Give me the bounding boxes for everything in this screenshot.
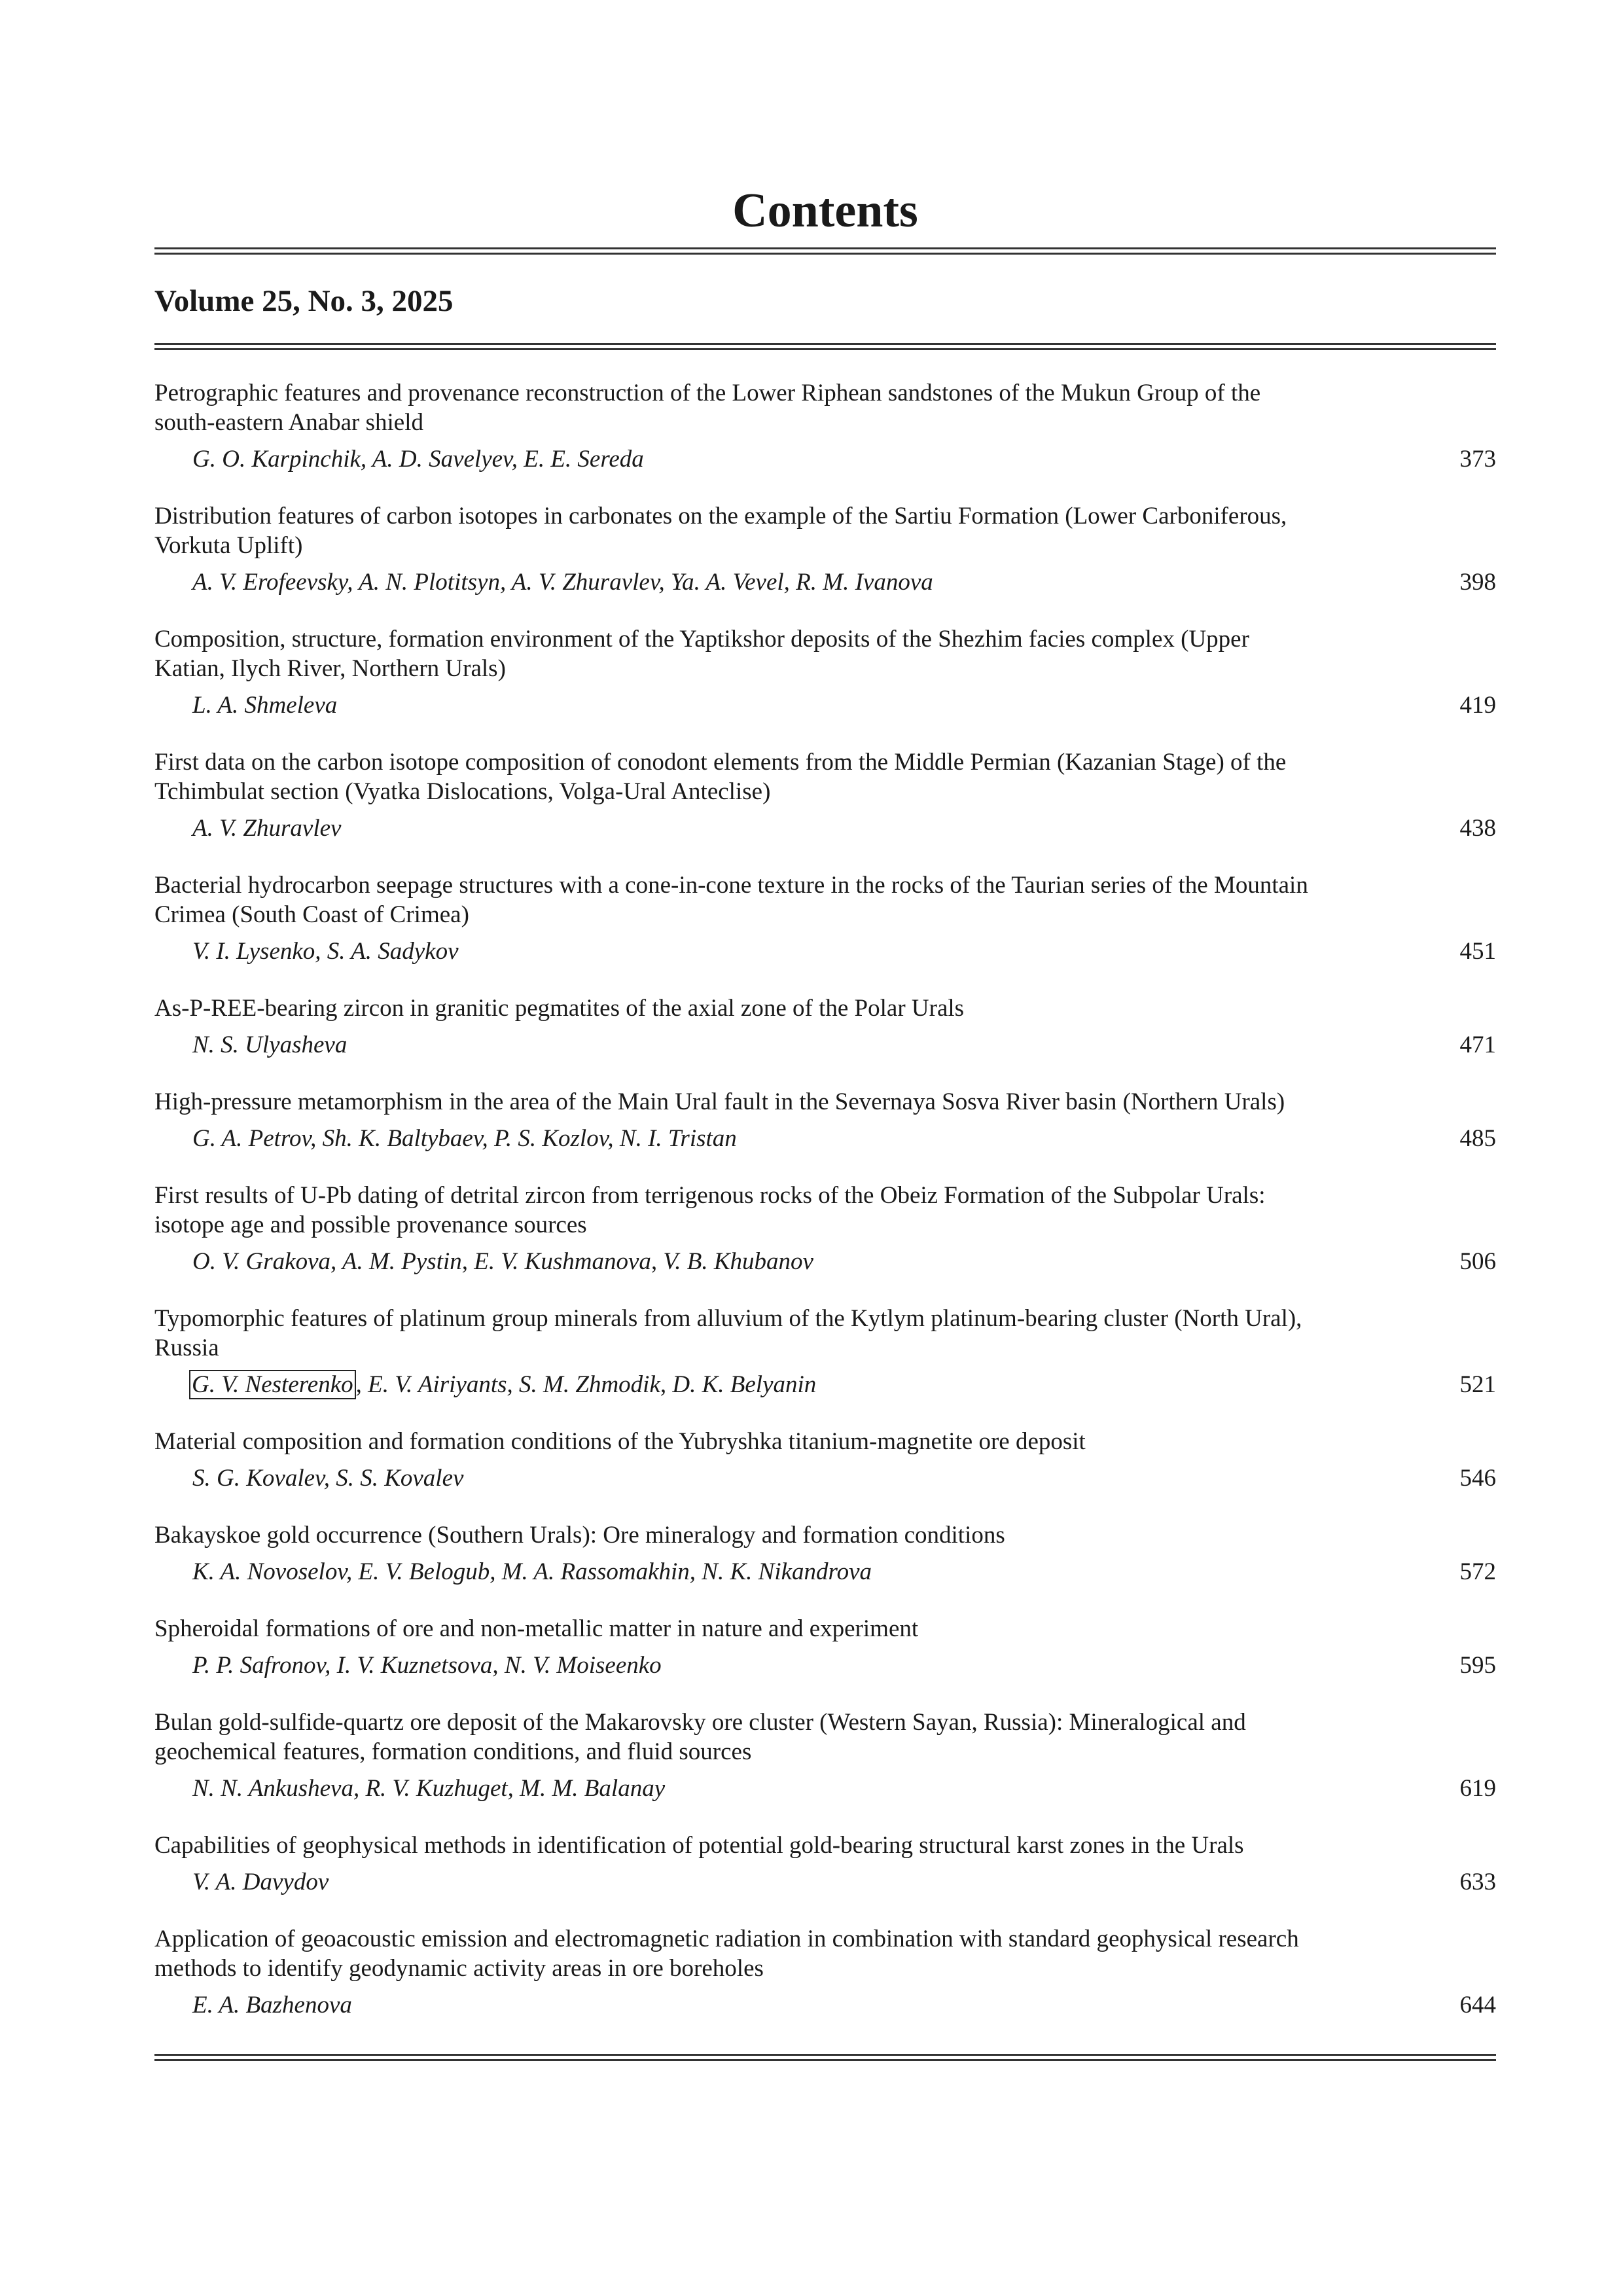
title-rule-bottom (154, 253, 1496, 255)
article-title[interactable]: Bakayskoe gold occurrence (Southern Urals): Ore mineralogy and formation conditions (154, 1522, 1005, 1549)
entry-meta (154, 1651, 1496, 1680)
footer-rule-top (154, 2054, 1496, 2056)
volume-rule-bottom (154, 348, 1496, 350)
contents-entry (154, 994, 1496, 1060)
entry-meta (154, 691, 1496, 720)
contents-entry (154, 1708, 1496, 1803)
article-authors-rest: , E. V. Airiyants, S. M. Zhmodik, D. K. Belyanin (355, 1371, 817, 1398)
contents-entry (154, 624, 1496, 720)
article-title[interactable]: Distribution features of carbon isotopes in carbonates on the example of the Sartiu Formation (Lower Carboniferous, Vorkuta Uplift) (154, 503, 1287, 559)
article-title[interactable]: First data on the carbon isotope composition of conodont elements from the Middle Permian (Kazanian Stage) of the Tchimbulat section (Vyatka Dislocations, Volga-Ural Anteclise) (154, 749, 1287, 805)
article-authors: K. A. Novoselov, E. V. Belogub, M. A. Rassomakhin, N. K. Nikandrova (192, 1558, 872, 1585)
volume-rule-top (154, 343, 1496, 345)
article-authors: A. V. Erofeevsky, A. N. Plotitsyn, A. V. Zhuravlev, Ya. A. Vevel, R. M. Ivanova (192, 569, 933, 596)
article-title[interactable]: Petrographic features and provenance reconstruction of the Lower Riphean sandstones of the Mukun Group of the south-eastern Anabar shield (154, 380, 1261, 436)
article-title[interactable]: Application of geoacoustic emission and electromagnetic radiation in combination with standard geophysical research methods to identify geodynamic activity areas in ore boreholes (154, 1926, 1299, 1982)
contents-entry (154, 1087, 1496, 1153)
entry-meta (154, 1867, 1496, 1897)
article-title[interactable]: Capabilities of geophysical methods in identification of potential gold-bearing structural karst zones in the Urals (154, 1832, 1244, 1859)
contents-entry (154, 1427, 1496, 1493)
article-title[interactable]: First results of U-Pb dating of detrital zircon from terrigenous rocks of the Obeiz Formation of the Subpolar Urals: isotope age and possible provenance sources (154, 1182, 1266, 1238)
page-number: 619 (1459, 1775, 1496, 1802)
title-rule-top (154, 247, 1496, 249)
article-authors: S. G. Kovalev, S. S. Kovalev (192, 1465, 464, 1492)
contents-entry (154, 1924, 1496, 2020)
page-number: 506 (1459, 1248, 1496, 1275)
contents-entry (154, 1304, 1496, 1399)
entry-meta (154, 1370, 1496, 1399)
article-title[interactable]: Spheroidal formations of ore and non-metallic matter in nature and experiment (154, 1615, 919, 1642)
entry-meta (154, 1557, 1496, 1587)
article-authors: G. O. Karpinchik, A. D. Savelyev, E. E. Sereda (192, 446, 644, 473)
page-number: 521 (1459, 1371, 1496, 1398)
entry-meta (154, 814, 1496, 843)
contents-entry (154, 378, 1496, 474)
entry-meta (154, 444, 1496, 474)
page-number: 633 (1459, 1869, 1496, 1895)
volume-heading: Volume 25, No. 3, 2025 (154, 284, 454, 318)
contents-entry (154, 747, 1496, 843)
page-number: 572 (1459, 1558, 1496, 1585)
contents-entry (154, 1181, 1496, 1276)
article-authors: O. V. Grakova, A. M. Pystin, E. V. Kushmanova, V. B. Khubanov (192, 1248, 813, 1275)
page-number: 438 (1459, 815, 1496, 842)
article-authors: V. I. Lysenko, S. A. Sadykov (192, 938, 459, 965)
entry-meta (154, 1247, 1496, 1276)
article-authors: L. A. Shmeleva (192, 692, 338, 719)
article-title[interactable]: As-P-REE-bearing zircon in granitic pegmatites of the axial zone of the Polar Urals (154, 995, 965, 1022)
article-title[interactable]: Composition, structure, formation environment of the Yaptikshor deposits of the Shezhim facies complex (Upper Katian, Ilych River, Northern Urals) (154, 626, 1249, 682)
footer-rule-bottom (154, 2059, 1496, 2061)
contents-entry (154, 870, 1496, 966)
contents-entry (154, 1614, 1496, 1680)
page-title: Contents (732, 184, 918, 238)
article-title[interactable]: Bulan gold-sulfide-quartz ore deposit of the Makarovsky ore cluster (Western Sayan, Russia): Mineralogical and geochemical features, formation conditions, and fluid sources (154, 1709, 1246, 1765)
page-number: 546 (1459, 1465, 1496, 1492)
page-number: 373 (1459, 446, 1496, 473)
article-authors: N. S. Ulyasheva (192, 1031, 348, 1058)
entry-meta (154, 1463, 1496, 1493)
entry-meta (154, 937, 1496, 966)
entry-meta (154, 1124, 1496, 1153)
article-authors: E. A. Bazhenova (192, 1992, 352, 2018)
page-number: 485 (1459, 1125, 1496, 1152)
article-title[interactable]: Typomorphic features of platinum group minerals from alluvium of the Kytlym platinum-bearing cluster (North Ural), Russia (154, 1305, 1302, 1361)
page-number: 595 (1459, 1652, 1496, 1679)
article-authors (192, 1370, 816, 1399)
page-number: 644 (1459, 1992, 1496, 2018)
entry-meta (154, 1774, 1496, 1803)
contents-entry (154, 1831, 1496, 1897)
contents-list (154, 378, 1496, 2047)
article-authors: A. V. Zhuravlev (192, 815, 342, 842)
article-authors: N. N. Ankusheva, R. V. Kuzhuget, M. M. Balanay (192, 1775, 666, 1802)
article-title[interactable]: Bacterial hydrocarbon seepage structures with a cone-in-cone texture in the rocks of the Taurian series of the Mountain Crimea (South Coast of Crimea) (154, 872, 1308, 928)
page-number: 451 (1459, 938, 1496, 965)
page-number: 419 (1459, 692, 1496, 719)
article-title[interactable]: Material composition and formation conditions of the Yubryshka titanium-magnetite ore deposit (154, 1428, 1086, 1455)
entry-meta (154, 567, 1496, 597)
article-title[interactable]: High-pressure metamorphism in the area of the Main Ural fault in the Severnaya Sosva River basin (Northern Urals) (154, 1088, 1285, 1115)
page-number: 398 (1459, 569, 1496, 596)
entry-meta (154, 1990, 1496, 2020)
article-authors: P. P. Safronov, I. V. Kuznetsova, N. V. Moiseenko (192, 1652, 662, 1679)
entry-meta (154, 1030, 1496, 1060)
boxed-author: G. V. Nesterenko (189, 1370, 356, 1399)
contents-entry (154, 1520, 1496, 1587)
contents-entry (154, 501, 1496, 597)
article-authors: G. A. Petrov, Sh. K. Baltybaev, P. S. Kozlov, N. I. Tristan (192, 1125, 737, 1152)
article-authors: V. A. Davydov (192, 1869, 329, 1895)
page-number: 471 (1459, 1031, 1496, 1058)
